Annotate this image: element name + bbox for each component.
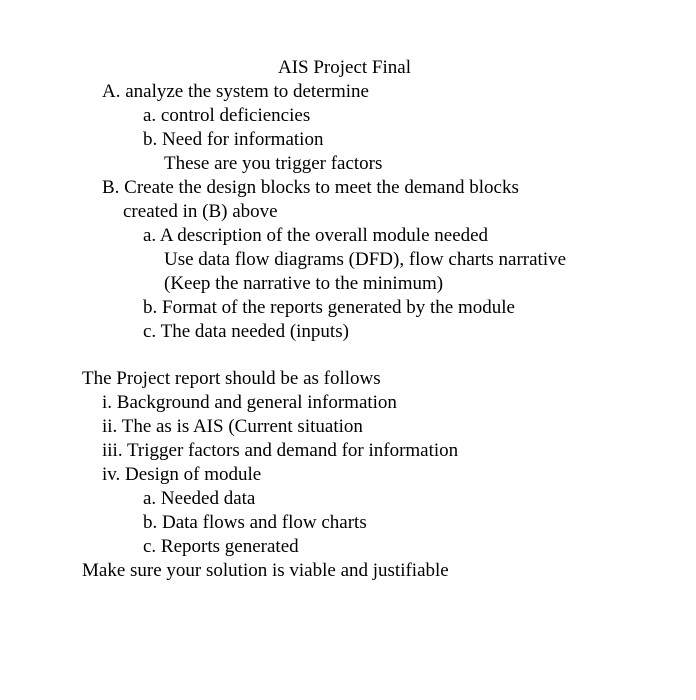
section-b-heading: B. Create the design blocks to meet the demand blocks: [102, 177, 519, 198]
report-item: i. Background and general information: [102, 392, 397, 413]
section-b-heading-continued: created in (B) above: [123, 201, 278, 222]
section-b-item-a-detail: (Keep the narrative to the minimum): [164, 273, 444, 294]
closing-note: Make sure your solution is viable and justifiable: [82, 560, 449, 581]
report-item: iii. Trigger factors and demand for information: [102, 440, 459, 461]
report-subitem: b. Data flows and flow charts: [143, 512, 367, 533]
section-a-item: a. control deficiencies: [143, 105, 311, 126]
section-b-item-a: a. A description of the overall module needed: [143, 225, 489, 246]
report-item: ii. The as is AIS (Current situation: [102, 416, 363, 437]
section-b-item-a-detail: Use data flow diagrams (DFD), flow charts narrative: [164, 249, 567, 270]
report-subitem: a. Needed data: [143, 488, 256, 509]
section-a-item: b. Need for information: [143, 129, 324, 150]
document-title: AIS Project Final: [278, 57, 411, 78]
section-a-heading: A. analyze the system to determine: [102, 81, 369, 102]
section-b-item-b: b. Format of the reports generated by the module: [143, 297, 515, 318]
section-a-note: These are you trigger factors: [164, 153, 383, 174]
report-subitem: c. Reports generated: [143, 536, 299, 557]
report-item: iv. Design of module: [102, 464, 262, 485]
section-b-item-c: c. The data needed (inputs): [143, 321, 349, 342]
report-intro: The Project report should be as follows: [82, 368, 381, 389]
